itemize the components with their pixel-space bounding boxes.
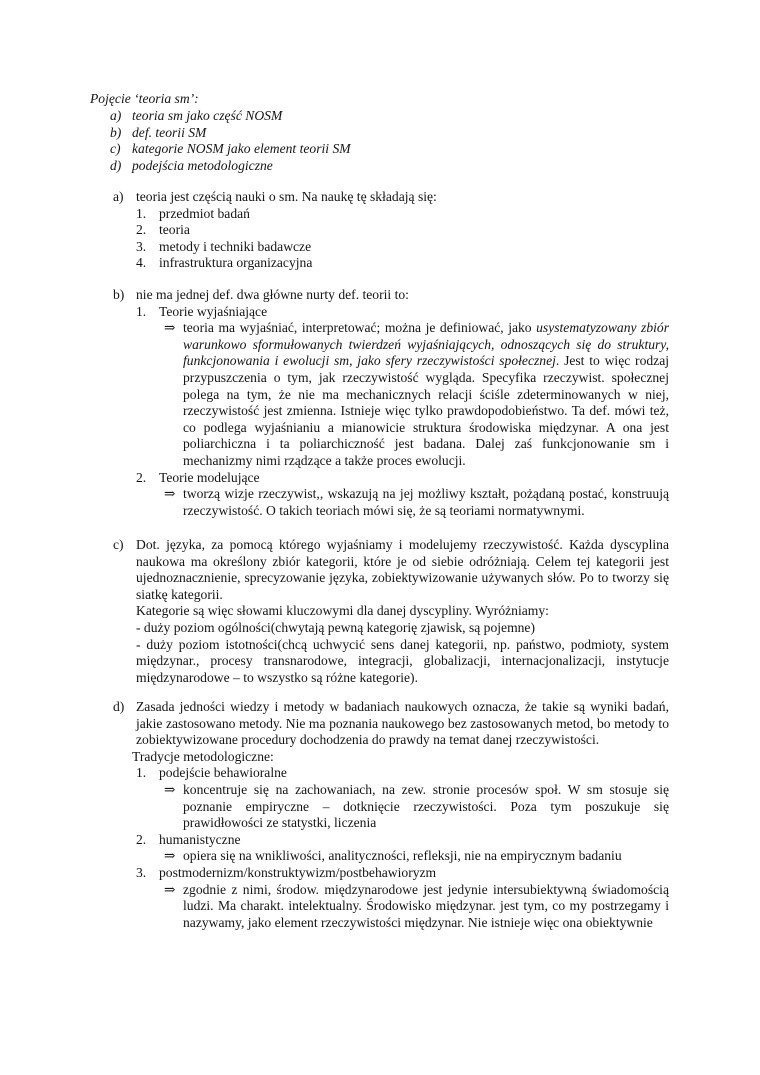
section-d [113,699,669,931]
arrow-text: opiera się na wnikliwości, analityczności, refleksji, nie na empirycznym badaniu [183,848,622,864]
list-item [110,141,351,158]
section-text: Dot. języka, za pomocą którego wyjaśniamy i modelujemy rzeczywistość. Każda dyscyplina naukowa ma określony zbiór kategorii, które je od siebie odróżniają. Celem tej kategorii jest ujednoznacznienie, sprecyzowanie języka, zobiektywizowanie używanych słów. Po to tworzy się siatkę kategorii. [136,537,669,602]
list-item [110,108,351,125]
list-text: def. teorii SM [132,124,207,140]
list-marker: 3. [136,238,147,254]
list-item [136,865,669,882]
section-text: nie ma jednej def. dwa główne nurty def. teorii to: [136,287,409,302]
section-a [113,189,669,272]
paragraph: - duży poziom ogólności(chwytają pewną kategorię zjawisk, są pojemne) [136,619,535,635]
definition-italic: usystematyzowany zbiór warunkowo sformułowanych twierdzeń wyjaśniających, odnoszących się do struktury, funkcjonowania i ewolucji sm, jako sfery rzeczywistości społecznej [183,320,669,369]
arrow-icon: ⇒ [164,486,176,502]
arrow-icon: ⇒ [164,320,176,336]
list-marker: 1. [136,205,147,221]
list-marker: 2. [136,222,147,238]
text-run: teoria ma wyjaśniać, interpretować; można je definiować, jako [183,320,537,336]
list-marker: 1. [136,303,147,319]
section-marker: b) [113,287,125,302]
list-item [136,255,669,272]
section-marker: a) [113,189,124,204]
list-text: teoria sm jako część NOSM [132,108,283,123]
traditions-heading: Tradycje metodologiczne: [132,748,274,764]
list-marker: a) [110,108,122,123]
list-item [136,222,669,239]
arrow-text: zgodnie z nimi, środow. międzynarodowe jest jedynie intersubiektywną świadomością ludzi. Ma charakt. intelektualny. Środowisko międzynar. jest tym, co my postrzegamy i nazywamy, jako element rzeczywistości międzynar. Nie istnieje więc ona obiektywnie [183,881,669,930]
section-b [113,287,669,519]
arrow-item [164,848,669,865]
list-marker: b) [110,124,122,140]
arrow-item [164,782,669,832]
arrow-icon: ⇒ [164,781,176,797]
list-text: kategorie NOSM jako element teorii SM [132,141,351,157]
intro-title: Pojęcie ‘teoria sm’: [90,91,199,106]
section-text: teoria jest częścią nauki o sm. Na naukę tę składają się: [136,189,437,204]
section-marker: d) [113,699,125,714]
list-item [136,239,669,256]
arrow-text: koncentruje się na zachowaniach, na zew. stronie procesów społ. W sm stosuje się poznanie empiryczne – dotknięcie rzeczywistości. Poza tym poszukuje się prawidłowości ze statystki, liczenia [183,781,669,831]
list-item [136,206,669,223]
arrow-item [164,320,669,469]
list-marker: 4. [136,255,147,271]
list-marker: 2. [136,469,147,485]
list-item [136,832,669,849]
paragraph: - duży poziom istotności(chcą uchwycić sens danej kategorii, np. państwo, podmioty, system międzynar., procesy transnarodowe, integracji, globalizacji, internacjonalizacji, instytucje międzynarodowe – to wszystko są różne kategorie). [136,636,669,685]
list-label: humanistyczne [159,831,241,847]
list-item [110,125,351,142]
arrow-text: tworzą wizje rzeczywist,, wskazują na jej możliwy kształt, pożądaną postać, konstruują rzeczywistość. O takich teoriach mówi się, że są teoriami normatywnymi. [183,486,669,518]
list-label: postmodernizm/konstruktywizm/postbehawioryzm [159,864,437,880]
list-marker: c) [110,141,121,157]
list-marker: 2. [136,831,147,847]
list-text: teoria [159,222,190,238]
list-text: przedmiot badań [159,205,250,221]
arrow-item [164,486,669,519]
intro-list [110,108,351,174]
list-label: Teorie wyjaśniające [159,303,268,319]
list-text: metody i techniki badawcze [159,238,312,254]
list-item [136,765,669,782]
list-marker: 3. [136,864,147,880]
arrow-item [164,882,669,932]
list-marker: d) [110,157,122,173]
text-run: . Jest to więc rodzaj przypuszczenia o tym, jak rzeczywistość wygląda. Specyfika rzeczywist. społecznej polega na tym, że nie ma mechanicznych relacji ściśle zdeterminowanych w niej, rzeczywistość jest zmienna. Istnieje więc tylko prawdopodobieństwo. Ta def. mówi też, co podlega wyjaśnianiu a mianowicie struktura środowiska międzynar. A ona jest poliarchiczna i ta poliarchiczność jest badana. Dalej zaś funkcjonowanie sm i mechanizmy nimi rządzące a także proces ewolucji. [183,353,670,468]
arrow-icon: ⇒ [164,848,176,864]
list-item [136,304,669,321]
section-c [113,537,669,686]
list-label: Teorie modelujące [159,469,260,485]
section-text: Zasada jedności wiedzy i metody w badaniach naukowych oznacza, że takie są wyniki badań, jakie zastosowano metody. Nie ma poznania naukowego bez zastosowanych metod, bo metody to zobiektywizowane procedury dochodzenia do prawdy na temat danej rzeczywistości. [136,699,669,748]
list-item [110,158,351,175]
list-text: podejścia metodologiczne [132,157,273,173]
list-marker: 1. [136,765,147,781]
arrow-icon: ⇒ [164,881,176,897]
list-text: infrastruktura organizacyjna [159,255,313,271]
paragraph: Kategorie są więc słowami kluczowymi dla danej dyscypliny. Wyróżniamy: [136,603,549,619]
list-item [136,470,669,487]
list-label: podejście behawioralne [159,765,287,781]
section-marker: c) [113,537,124,552]
arrow-text [183,320,669,469]
